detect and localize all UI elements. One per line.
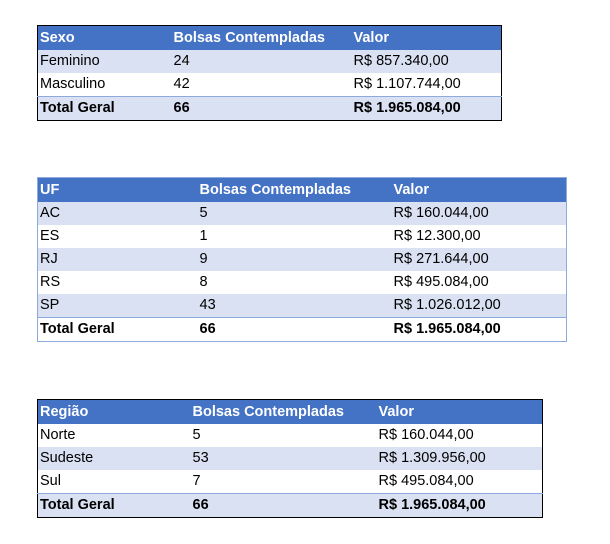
table-cell: R$ 495.084,00	[392, 271, 567, 294]
total-count: 66	[198, 318, 392, 342]
table-cell: 5	[198, 202, 392, 225]
table-cell: 8	[198, 271, 392, 294]
column-header: Valor	[352, 26, 502, 51]
table-cell: Sul	[38, 470, 191, 494]
column-header: Valor	[392, 178, 567, 203]
table-cell: 53	[191, 447, 377, 470]
total-row	[38, 318, 567, 342]
total-label: Total Geral	[38, 318, 198, 342]
table-row	[38, 470, 543, 494]
column-header: Bolsas Contempladas	[172, 26, 352, 51]
total-value: R$ 1.965.084,00	[392, 318, 567, 342]
table-cell: 5	[191, 424, 377, 447]
column-header: Bolsas Contempladas	[198, 178, 392, 203]
table-cell: R$ 1.309.956,00	[377, 447, 543, 470]
table-header-row	[38, 400, 543, 425]
table-cell: R$ 495.084,00	[377, 470, 543, 494]
table-row	[38, 73, 502, 97]
table-cell: Norte	[38, 424, 191, 447]
table-cell: 7	[191, 470, 377, 494]
table-cell: R$ 271.644,00	[392, 248, 567, 271]
total-value: R$ 1.965.084,00	[377, 494, 543, 518]
table-cell: Masculino	[38, 73, 172, 97]
table-row	[38, 424, 543, 447]
table-cell: 42	[172, 73, 352, 97]
table-row	[38, 202, 567, 225]
table-cell: R$ 1.107.744,00	[352, 73, 502, 97]
total-count: 66	[191, 494, 377, 518]
table-cell: 24	[172, 50, 352, 73]
table-cell: R$ 857.340,00	[352, 50, 502, 73]
table-cell: RJ	[38, 248, 198, 271]
table-cell: Feminino	[38, 50, 172, 73]
total-row	[38, 494, 543, 518]
table-row	[38, 294, 567, 318]
table-cell: R$ 12.300,00	[392, 225, 567, 248]
total-count: 66	[172, 97, 352, 121]
table-cell: Sudeste	[38, 447, 191, 470]
table-cell: AC	[38, 202, 198, 225]
table-row	[38, 225, 567, 248]
total-label: Total Geral	[38, 494, 191, 518]
uf-table	[37, 177, 567, 342]
total-label: Total Geral	[38, 97, 172, 121]
table-cell: 1	[198, 225, 392, 248]
column-header: Valor	[377, 400, 543, 425]
table-cell: 9	[198, 248, 392, 271]
table-header-row	[38, 26, 502, 51]
table-row	[38, 248, 567, 271]
column-header: Sexo	[38, 26, 172, 51]
table-row	[38, 50, 502, 73]
table-cell: SP	[38, 294, 198, 318]
total-row	[38, 97, 502, 121]
sexo-table	[37, 25, 502, 121]
table-cell: 43	[198, 294, 392, 318]
table-cell: R$ 160.044,00	[392, 202, 567, 225]
column-header: Região	[38, 400, 191, 425]
table-cell: R$ 1.026.012,00	[392, 294, 567, 318]
column-header: UF	[38, 178, 198, 203]
table-cell: ES	[38, 225, 198, 248]
table-row	[38, 271, 567, 294]
total-value: R$ 1.965.084,00	[352, 97, 502, 121]
table-row	[38, 447, 543, 470]
regiao-table	[37, 399, 543, 518]
table-header-row	[38, 178, 567, 203]
table-cell: R$ 160.044,00	[377, 424, 543, 447]
column-header: Bolsas Contempladas	[191, 400, 377, 425]
table-cell: RS	[38, 271, 198, 294]
